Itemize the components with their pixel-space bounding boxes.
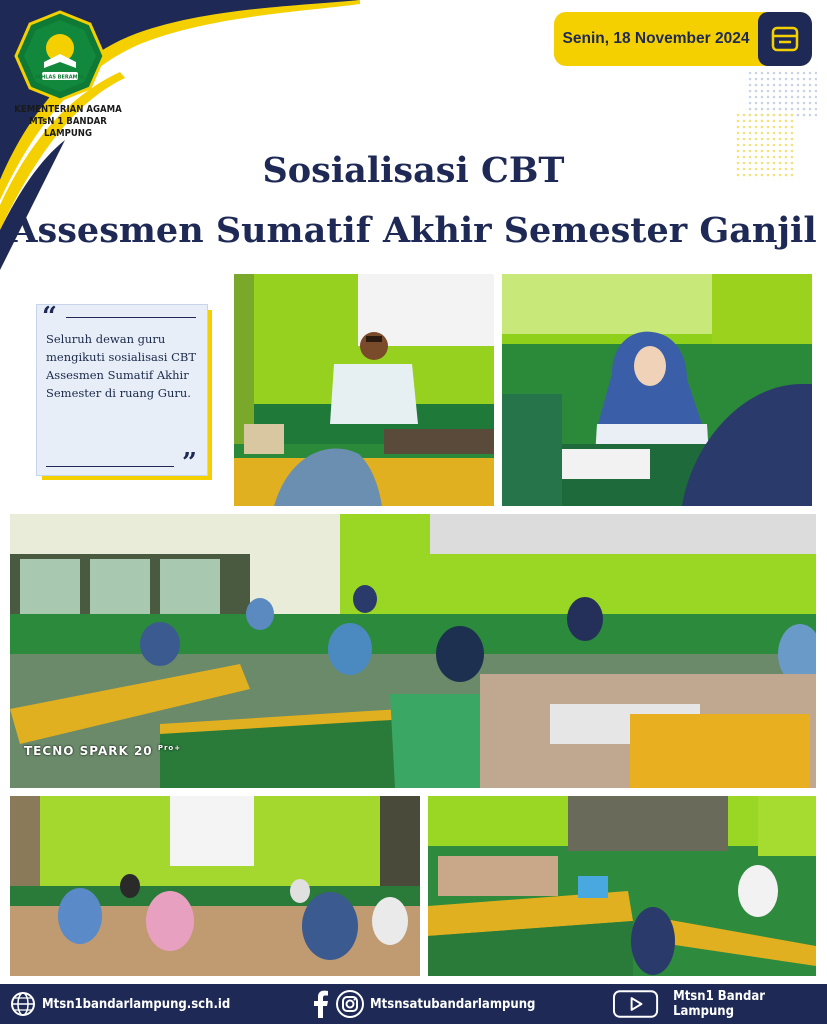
website-text: Mtsn1bandarlampung.sch.id bbox=[42, 996, 231, 1012]
quote-top-rule bbox=[66, 317, 196, 318]
instagram-icon bbox=[336, 990, 364, 1018]
footer-youtube[interactable] bbox=[612, 990, 827, 1018]
photo-teachers-seated bbox=[10, 796, 420, 976]
quote-text: Seluruh dewan guru mengikuti sosialisasi CBT Assesmen Sumatif Akhir Semester di ruang Guru. bbox=[46, 332, 197, 400]
photo-teachers-room-wide bbox=[10, 514, 816, 788]
footer-website[interactable] bbox=[10, 990, 230, 1018]
watermark-sub: Pro+ bbox=[157, 744, 182, 752]
logo-motto: IKHLAS BERAMAL bbox=[35, 74, 85, 81]
page-title-line-1: Sosialisasi CBT bbox=[262, 150, 565, 191]
globe-icon bbox=[10, 991, 36, 1017]
kemenag-logo bbox=[14, 10, 106, 102]
youtube-channel-text: Mtsn1 Bandar Lampung bbox=[673, 989, 765, 1019]
watermark-text: TECNO SPARK 20 bbox=[24, 744, 153, 758]
close-quote-icon: ” bbox=[182, 448, 197, 478]
org-line-1: KEMENTERIAN AGAMA bbox=[14, 104, 122, 115]
photo-teachers-desks bbox=[428, 796, 816, 976]
photo-speaker-male bbox=[234, 274, 494, 506]
camera-watermark bbox=[24, 744, 181, 758]
date-badge bbox=[554, 12, 812, 66]
date-text: Senin, 18 November 2024 bbox=[562, 30, 750, 47]
calendar-icon bbox=[758, 12, 812, 66]
page-title-line-2: Assesmen Sumatif Akhir Semester Ganjil bbox=[10, 210, 817, 251]
org-line-2: MTsN 1 BANDAR LAMPUNG bbox=[29, 116, 107, 139]
footer-social[interactable] bbox=[312, 990, 535, 1018]
quote-bottom-rule bbox=[46, 466, 174, 467]
open-quote-icon: “ bbox=[42, 302, 57, 332]
youtube-play-icon bbox=[612, 989, 659, 1019]
footer-bar bbox=[0, 984, 827, 1024]
quote-card bbox=[36, 304, 212, 480]
facebook-icon bbox=[312, 990, 330, 1018]
photo-speaker-female bbox=[502, 274, 812, 506]
social-handle-text: Mtsnsatubandarlampung bbox=[370, 996, 536, 1012]
organization-name bbox=[4, 104, 132, 140]
